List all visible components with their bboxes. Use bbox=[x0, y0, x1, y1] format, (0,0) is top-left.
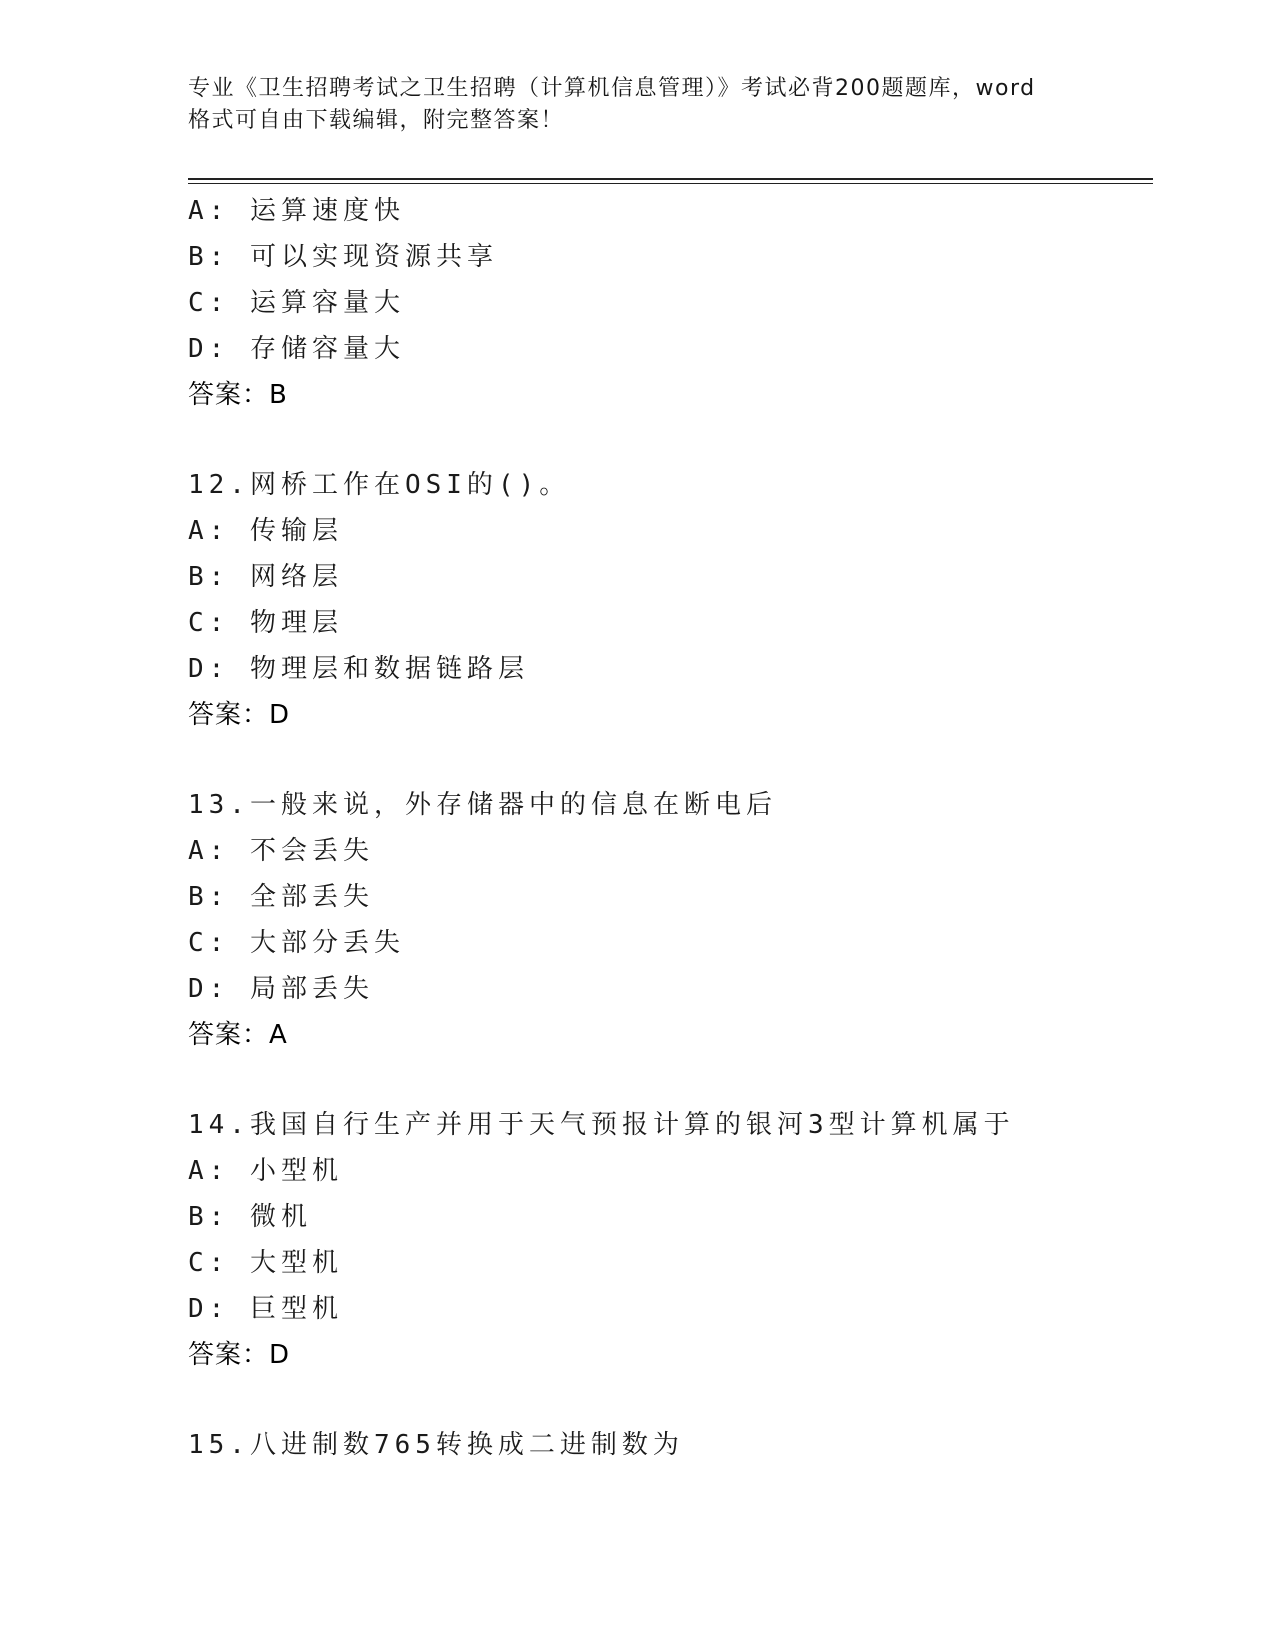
option-d: D: 局部丢失 bbox=[188, 974, 374, 1004]
answer-line: 答案：D bbox=[188, 700, 291, 730]
question-14 bbox=[188, 1102, 1148, 1378]
option-b: B: 可以实现资源共享 bbox=[188, 242, 498, 272]
option-d: D: 物理层和数据链路层 bbox=[188, 654, 529, 684]
question-text: 15.八进制数765转换成二进制数为 bbox=[188, 1430, 684, 1460]
answer-line: 答案：A bbox=[188, 1020, 288, 1050]
option-a: A: 不会丢失 bbox=[188, 836, 374, 866]
question-text: 13.一般来说，外存储器中的信息在断电后 bbox=[188, 790, 777, 820]
question-11 bbox=[188, 188, 1148, 418]
question-15 bbox=[188, 1422, 1148, 1468]
option-a: A: 运算速度快 bbox=[188, 196, 405, 226]
header-divider bbox=[188, 178, 1153, 184]
question-text: 14.我国自行生产并用于天气预报计算的银河3型计算机属于 bbox=[188, 1110, 1015, 1140]
option-b: B: 网络层 bbox=[188, 562, 343, 592]
option-c: C: 大部分丢失 bbox=[188, 928, 405, 958]
option-a: A: 小型机 bbox=[188, 1156, 343, 1186]
spacer bbox=[188, 1378, 1148, 1422]
spacer bbox=[188, 738, 1148, 782]
question-list bbox=[188, 188, 1148, 1468]
option-d: D: 巨型机 bbox=[188, 1294, 343, 1324]
option-a: A: 传输层 bbox=[188, 516, 343, 546]
spacer bbox=[188, 418, 1148, 462]
header-line-1: 专业《卫生招聘考试之卫生招聘（计算机信息管理）》考试必背200题题库，word bbox=[188, 76, 1036, 101]
spacer bbox=[188, 1058, 1148, 1102]
option-c: C: 物理层 bbox=[188, 608, 343, 638]
option-d: D: 存储容量大 bbox=[188, 334, 405, 364]
option-c: C: 运算容量大 bbox=[188, 288, 405, 318]
question-text: 12.网桥工作在OSI的()。 bbox=[188, 470, 571, 500]
option-c: C: 大型机 bbox=[188, 1248, 343, 1278]
answer-line: 答案：B bbox=[188, 380, 288, 410]
option-b: B: 微机 bbox=[188, 1202, 312, 1232]
question-13 bbox=[188, 782, 1148, 1058]
option-b: B: 全部丢失 bbox=[188, 882, 374, 912]
document-header bbox=[188, 73, 1088, 137]
answer-line: 答案：D bbox=[188, 1340, 291, 1370]
header-line-2: 格式可自由下载编辑，附完整答案！ bbox=[188, 108, 565, 133]
question-12 bbox=[188, 462, 1148, 738]
